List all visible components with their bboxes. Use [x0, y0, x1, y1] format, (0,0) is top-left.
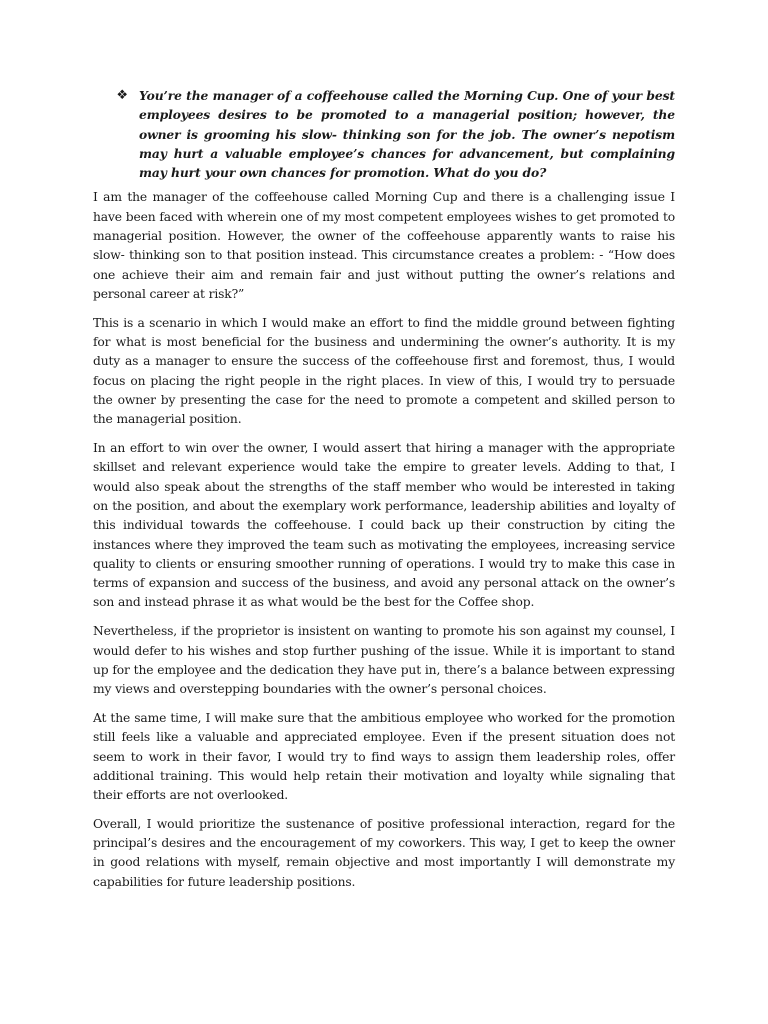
paragraph-5: At the same time, I will make sure that the ambitious employee who worked for the promotion still feels like a valuable and appreciated employee. Even if the present situation does not seem to work in their favor, I would try to find ways to assign them leadership roles, offer additional training. This would help retain their motivation and loyalty while signaling that their efforts are not overlooked. [93, 710, 675, 803]
paragraph-3: In an effort to win over the owner, I would assert that hiring a manager with the appropriate skillset and relevant experience would take the empire to greater levels. Adding to that, I would also speak about the strengths of the staff member who would be interested in taking on the position, and about the exemplary work performance, leadership abilities and loyalty of this individual towards the coffeehouse. I could back up their construction by citing the instances where they improved the team such as motivating the employees, increasing service quality to clients or ensuring smoother running of operations. I would try to make this case in terms of expansion and success of the business, and avoid any personal attack on the owner’s son and instead phrase it as what would be the best for the Coffee shop. [93, 441, 675, 610]
paragraph-6: Overall, I would prioritize the sustenance of positive professional interaction, regard for the principal’s desires and the encouragement of my coworkers. This way, I get to keep the owner in good relations with myself, remain objective and most importantly I will demonstrate my capabilities for future leadership positions. [93, 816, 675, 889]
paragraph-2: This is a scenario in which I would make an effort to find the middle ground between fighting for what is most beneficial for the business and undermining the owner’s authority. It is my duty as a manager to ensure the success of the coffeehouse first and foremost, thus, I would focus on placing the right people in the right places. In view of this, I would try to persuade the owner by presenting the case for the need to promote a competent and skilled person to the managerial position. [93, 315, 675, 427]
document-page [93, 86, 675, 902]
paragraph-1: I am the manager of the coffeehouse called Morning Cup and there is a challenging issue I have been faced with wherein one of my most competent employees wishes to get promoted to managerial position. However, the owner of the coffeehouse apparently wants to raise his slow- thinking son to that position instead. This circumstance creates a problem: - “How does one achieve their aim and remain fair and just without putting the owner’s relations and personal career at risk?” [93, 190, 675, 301]
prompt-question: You’re the manager of a coffeehouse called the Morning Cup. One of your best employees desires to be promoted to a managerial position; however, the owner is grooming his slow- thinking son for the job. The owner’s nepotism may hurt a valuable employee’s chances for advancement, but complaining may hurt your own chances for promotion. What do you do? [139, 88, 675, 181]
diamond-bullet-icon: ❖ [116, 88, 128, 103]
prompt-block [93, 86, 675, 182]
paragraph-4: Nevertheless, if the proprietor is insistent on wanting to promote his son against my counsel, I would defer to his wishes and stop further pushing of the issue. While it is important to stand up for the employee and the dedication they have put in, there’s a balance between expressing my views and overstepping boundaries with the owner’s personal choices. [93, 624, 675, 697]
